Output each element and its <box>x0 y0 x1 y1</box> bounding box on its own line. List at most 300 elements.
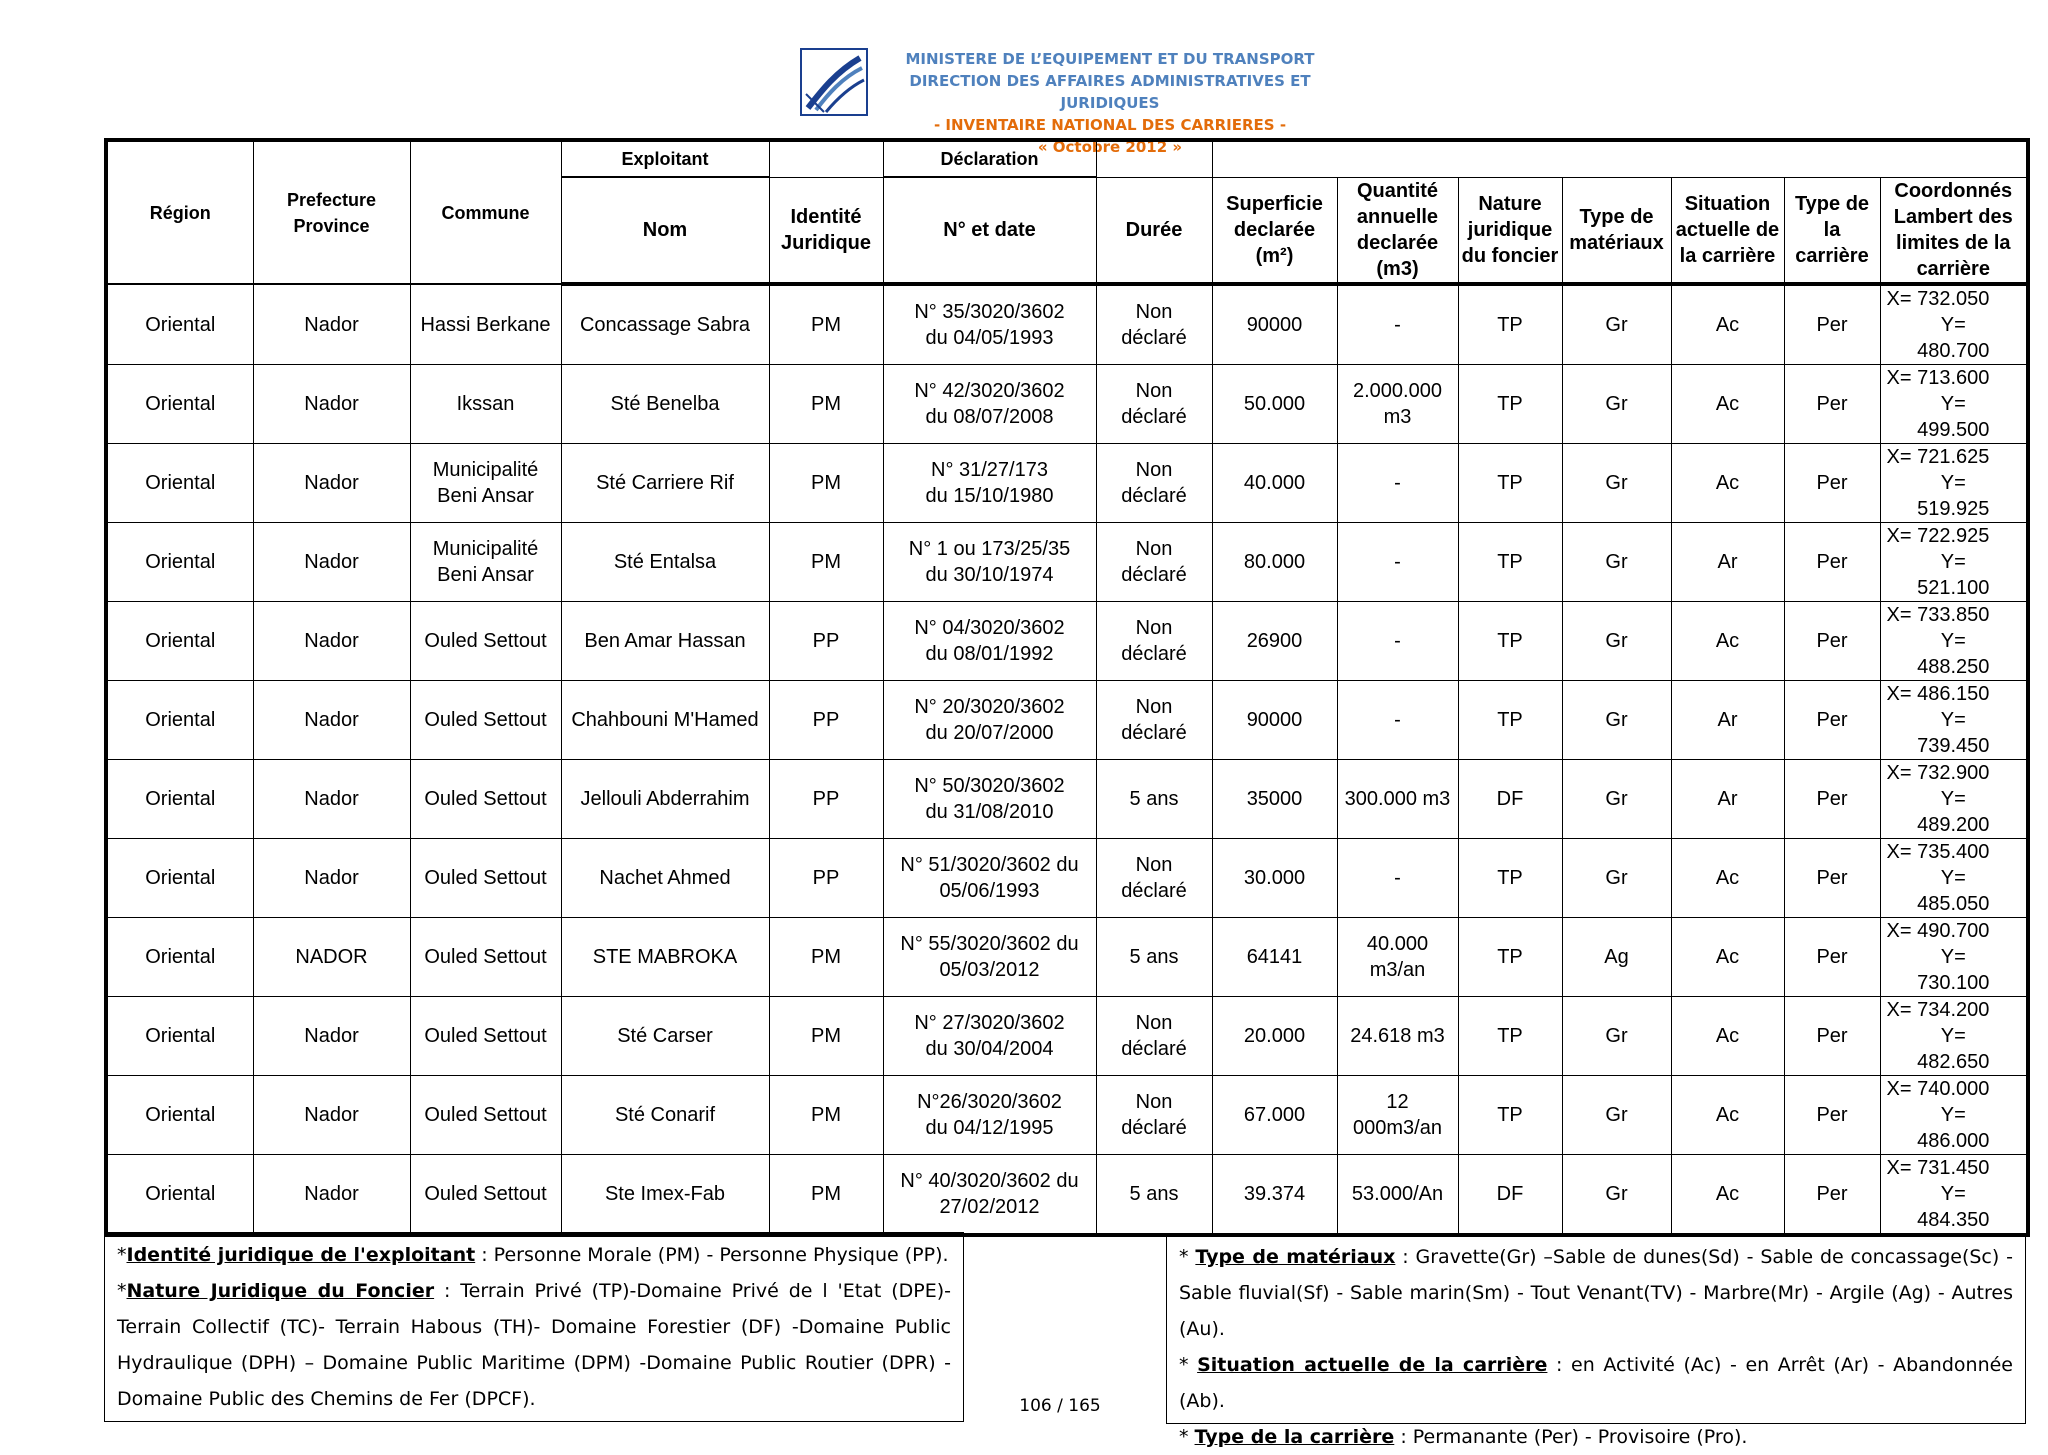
coord-y-label: Y= <box>1940 709 1966 731</box>
cell-type-carriere <box>1784 1076 1880 1155</box>
cell-situation <box>1671 1076 1784 1155</box>
cell-nature <box>1458 681 1562 760</box>
cell-commune-text: Municipalité Beni Ansar <box>432 538 539 586</box>
cell-situation <box>1671 523 1784 602</box>
cell-coordonnees <box>1880 602 2028 681</box>
cell-prefecture <box>253 760 410 839</box>
cell-region <box>106 365 253 444</box>
cell-identite <box>769 602 883 681</box>
cell-type-carriere <box>1784 1155 1880 1236</box>
cell-type-carriere <box>1784 523 1880 602</box>
cell-type-materiaux-text: Gr <box>1605 630 1628 652</box>
cell-type-materiaux-text: Ag <box>1604 946 1629 968</box>
table-row <box>106 681 2028 760</box>
cell-duree-text: déclaré <box>1121 406 1187 428</box>
cell-duree-text: Non <box>1135 538 1173 560</box>
cell-quantite-text: - <box>1394 551 1401 573</box>
ministry-logo-icon <box>800 48 868 116</box>
cell-situation-text: Ac <box>1715 1183 1740 1205</box>
cell-nature-text: TP <box>1497 314 1523 336</box>
cell-identite <box>769 284 883 365</box>
cell-type-carriere-text: Per <box>1816 946 1848 968</box>
cell-region <box>106 1076 253 1155</box>
cell-declaration-text: N° 40/3020/3602 du <box>900 1170 1079 1192</box>
cell-type-materiaux <box>1562 1155 1671 1236</box>
coord-x: X= 732.050 <box>1886 288 1990 310</box>
cell-quantite-text: 53.000/An <box>1351 1183 1444 1205</box>
cell-duree <box>1096 997 1212 1076</box>
cell-declaration-text: du 04/12/1995 <box>925 1117 1054 1139</box>
legend-type-materiaux-text: : Gravette(Gr) –Sable de dunes(Sd) - Sable de concassage(Sc) - Sable fluvial(Sf) - Sable marin(Sm) - Tout Venant(TV) - Marbre(Mr) - Argile (Ag) - Autres (Au). <box>1179 1246 2013 1340</box>
cell-nature <box>1458 523 1562 602</box>
cell-type-materiaux <box>1562 918 1671 997</box>
cell-prefecture <box>253 284 410 365</box>
cell-type-carriere-text: Per <box>1816 630 1848 652</box>
cell-identite <box>769 444 883 523</box>
cell-commune <box>410 760 561 839</box>
cell-declaration-text: 05/03/2012 <box>939 959 1040 981</box>
cell-type-materiaux-text: Gr <box>1605 472 1628 494</box>
cell-superficie-text: 90000 <box>1246 314 1303 336</box>
cell-situation <box>1671 365 1784 444</box>
cell-quantite-text: - <box>1394 314 1401 336</box>
cell-commune <box>410 997 561 1076</box>
cell-type-carriere <box>1784 839 1880 918</box>
col-superficie: Superficie declarée (m²) <box>1212 177 1337 284</box>
cell-nom <box>561 760 769 839</box>
group-blank <box>769 140 883 177</box>
cell-type-materiaux <box>1562 1076 1671 1155</box>
cell-commune <box>410 284 561 365</box>
cell-quantite-text: - <box>1394 472 1401 494</box>
cell-duree <box>1096 284 1212 365</box>
coord-y-value: 519.925 <box>1917 498 1990 520</box>
coord-y-label: Y= <box>1940 472 1966 494</box>
cell-quantite <box>1337 997 1458 1076</box>
cell-type-materiaux-text: Gr <box>1605 314 1628 336</box>
cell-region-text: Oriental <box>145 1104 216 1126</box>
col-commune: Commune <box>410 140 561 284</box>
cell-coordonnees <box>1880 997 2028 1076</box>
cell-nom-text: Ste Imex-Fab <box>604 1183 726 1205</box>
direction-name: DIRECTION DES AFFAIRES ADMINISTRATIVES ET JURIDIQUES <box>909 72 1311 112</box>
col-identite: Identité Juridique <box>769 177 883 284</box>
col-nature: Nature juridique du foncier <box>1458 177 1562 284</box>
cell-commune-text: Ouled Settout <box>424 788 547 810</box>
cell-type-materiaux-text: Gr <box>1605 551 1628 573</box>
cell-quantite <box>1337 602 1458 681</box>
cell-type-carriere <box>1784 918 1880 997</box>
cell-declaration <box>883 918 1096 997</box>
cell-coordonnees <box>1880 681 2028 760</box>
cell-nom <box>561 523 769 602</box>
table-row <box>106 523 2028 602</box>
cell-superficie <box>1212 1155 1337 1236</box>
cell-situation-text: Ac <box>1715 1104 1740 1126</box>
cell-region <box>106 444 253 523</box>
col-duree: Durée <box>1096 177 1212 284</box>
cell-type-carriere <box>1784 602 1880 681</box>
cell-nature <box>1458 1076 1562 1155</box>
cell-situation-text: Ac <box>1715 630 1740 652</box>
cell-situation <box>1671 444 1784 523</box>
cell-duree <box>1096 444 1212 523</box>
cell-declaration-text: N° 51/3020/3602 du <box>900 854 1079 876</box>
cell-situation <box>1671 284 1784 365</box>
cell-type-carriere-text: Per <box>1816 1104 1848 1126</box>
cell-duree-text: déclaré <box>1121 880 1187 902</box>
col-nom: Nom <box>561 177 769 284</box>
cell-declaration <box>883 602 1096 681</box>
cell-type-carriere-text: Per <box>1816 551 1848 573</box>
cell-superficie-text: 26900 <box>1246 630 1303 652</box>
cell-declaration-text: N° 31/27/173 <box>931 459 1048 481</box>
cell-declaration <box>883 1155 1096 1236</box>
cell-quantite-text: 300.000 m3 <box>1344 788 1451 810</box>
coord-x: X= 713.600 <box>1886 367 1990 389</box>
col-situation: Situation actuelle de la carrière <box>1671 177 1784 284</box>
cell-superficie <box>1212 760 1337 839</box>
cell-duree-text: Non <box>1135 301 1173 323</box>
inventory-title: - INVENTAIRE NATIONAL DES CARRIERES - <box>933 116 1287 134</box>
cell-declaration-text: du 08/07/2008 <box>925 406 1054 428</box>
cell-type-carriere-text: Per <box>1816 1183 1848 1205</box>
cell-commune-text: Ouled Settout <box>424 1104 547 1126</box>
cell-quantite-text: m3 <box>1383 406 1412 428</box>
cell-situation-text: Ac <box>1715 1025 1740 1047</box>
cell-situation-text: Ac <box>1715 867 1740 889</box>
cell-duree-text: déclaré <box>1121 643 1187 665</box>
cell-situation-text: Ac <box>1715 393 1740 415</box>
cell-identite-text: PM <box>811 472 841 494</box>
cell-type-materiaux-text: Gr <box>1605 867 1628 889</box>
cell-prefecture <box>253 918 410 997</box>
cell-identite-text: PM <box>811 393 841 415</box>
cell-commune <box>410 523 561 602</box>
legend-identite-text: : Personne Morale (PM) - Personne Physique (PP). <box>475 1244 949 1266</box>
cell-nature-text: TP <box>1497 946 1523 968</box>
cell-nom <box>561 284 769 365</box>
cell-coordonnees <box>1880 918 2028 997</box>
cell-nom-text: Ben Amar Hassan <box>584 630 746 652</box>
cell-declaration <box>883 997 1096 1076</box>
cell-region <box>106 523 253 602</box>
cell-type-carriere-text: Per <box>1816 472 1848 494</box>
cell-quantite-text: 000m3/an <box>1353 1117 1442 1139</box>
coord-y-value: 499.500 <box>1917 419 1990 441</box>
cell-nature-text: TP <box>1497 472 1523 494</box>
cell-nom-text: STE MABROKA <box>592 946 738 968</box>
cell-situation-text: Ar <box>1717 709 1738 731</box>
cell-commune <box>410 681 561 760</box>
legend-situation-text: : en Activité (Ac) - en Arrêt (Ar) - Abandonnée (Ab). <box>1179 1354 2013 1412</box>
cell-region <box>106 997 253 1076</box>
cell-nature <box>1458 839 1562 918</box>
cell-identite <box>769 760 883 839</box>
legend-nature-text: : Terrain Privé (TP)-Domaine Privé de l 'Etat (DPE)- Terrain Collectif (TC)- Terrain Habous (TH)- Domaine Forestier (DF) -Domaine Public Hydraulique (DPH) – Domaine Public Maritime (DPM) -Domaine Public Routier (DPR) - Domaine Public des Chemins de Fer (DPCF). <box>117 1280 952 1410</box>
cell-identite <box>769 523 883 602</box>
cell-prefecture-text: Nador <box>304 709 359 731</box>
cell-type-materiaux <box>1562 444 1671 523</box>
cell-quantite <box>1337 1155 1458 1236</box>
cell-nom-text: Sté Carser <box>617 1025 713 1047</box>
cell-quantite-text: 24.618 m3 <box>1350 1025 1445 1047</box>
cell-quantite <box>1337 365 1458 444</box>
coord-x: X= 486.150 <box>1886 683 1990 705</box>
cell-nature <box>1458 997 1562 1076</box>
cell-duree-text: déclaré <box>1121 327 1187 349</box>
quarry-inventory-table <box>104 138 2030 1237</box>
cell-nature <box>1458 365 1562 444</box>
cell-nature-text: TP <box>1497 1104 1523 1126</box>
cell-superficie-text: 30.000 <box>1243 867 1306 889</box>
cell-duree-text: Non <box>1135 380 1173 402</box>
cell-duree <box>1096 839 1212 918</box>
cell-identite <box>769 839 883 918</box>
coord-x: X= 732.900 <box>1886 762 1990 784</box>
cell-declaration-text: du 15/10/1980 <box>925 485 1054 507</box>
cell-situation-text: Ac <box>1715 946 1740 968</box>
cell-nature <box>1458 602 1562 681</box>
cell-region <box>106 918 253 997</box>
cell-type-materiaux <box>1562 523 1671 602</box>
cell-prefecture-text: Nador <box>304 867 359 889</box>
cell-commune-text: Ouled Settout <box>424 630 547 652</box>
cell-type-materiaux <box>1562 839 1671 918</box>
cell-declaration <box>883 365 1096 444</box>
cell-superficie-text: 50.000 <box>1243 393 1306 415</box>
legend-identite-label: Identité juridique de l'exploitant <box>126 1244 476 1266</box>
cell-superficie <box>1212 365 1337 444</box>
cell-type-carriere <box>1784 681 1880 760</box>
cell-prefecture <box>253 444 410 523</box>
cell-nature <box>1458 284 1562 365</box>
cell-duree-text: Non <box>1135 617 1173 639</box>
cell-type-carriere-text: Per <box>1816 788 1848 810</box>
cell-declaration <box>883 1076 1096 1155</box>
cell-identite-text: PP <box>812 788 840 810</box>
cell-superficie <box>1212 997 1337 1076</box>
cell-declaration-text: du 04/05/1993 <box>925 327 1054 349</box>
cell-declaration-text: N° 35/3020/3602 <box>914 301 1065 323</box>
cell-quantite <box>1337 444 1458 523</box>
col-no-date: N° et date <box>883 177 1096 284</box>
cell-region-text: Oriental <box>145 551 216 573</box>
cell-nom <box>561 444 769 523</box>
cell-identite <box>769 1155 883 1236</box>
cell-identite <box>769 365 883 444</box>
group-header-row <box>106 140 2028 177</box>
cell-duree-text: déclaré <box>1121 564 1187 586</box>
coord-x: X= 490.700 <box>1886 920 1990 942</box>
cell-type-carriere-text: Per <box>1816 314 1848 336</box>
coord-y-label: Y= <box>1940 1025 1966 1047</box>
coord-y-label: Y= <box>1940 1183 1966 1205</box>
cell-identite-text: PM <box>811 1104 841 1126</box>
table-row <box>106 839 2028 918</box>
coord-y-value: 484.350 <box>1917 1209 1990 1231</box>
cell-prefecture <box>253 523 410 602</box>
col-type-materiaux: Type de matériaux <box>1562 177 1671 284</box>
cell-region-text: Oriental <box>145 1183 216 1205</box>
group-exploitant: Exploitant <box>561 140 769 177</box>
cell-duree <box>1096 602 1212 681</box>
cell-nature <box>1458 760 1562 839</box>
cell-nature-text: TP <box>1497 867 1523 889</box>
cell-region <box>106 839 253 918</box>
cell-type-materiaux-text: Gr <box>1605 393 1628 415</box>
col-region: Région <box>106 140 253 284</box>
coord-x: X= 731.450 <box>1886 1157 1990 1179</box>
cell-duree <box>1096 365 1212 444</box>
cell-quantite <box>1337 918 1458 997</box>
cell-coordonnees <box>1880 365 2028 444</box>
cell-situation <box>1671 760 1784 839</box>
cell-nature <box>1458 1155 1562 1236</box>
cell-superficie <box>1212 602 1337 681</box>
group-blank <box>1212 140 2028 177</box>
coord-x: X= 735.400 <box>1886 841 1990 863</box>
coord-x: X= 733.850 <box>1886 604 1990 626</box>
cell-identite-text: PP <box>812 630 840 652</box>
coord-y-value: 489.200 <box>1917 814 1990 836</box>
table-row <box>106 284 2028 365</box>
coord-y-value: 730.100 <box>1917 972 1990 994</box>
cell-declaration-text: N° 27/3020/3602 <box>914 1012 1065 1034</box>
cell-quantite-text: m3/an <box>1369 959 1426 981</box>
cell-declaration-text: du 20/07/2000 <box>925 722 1054 744</box>
cell-identite-text: PP <box>812 867 840 889</box>
cell-type-materiaux <box>1562 602 1671 681</box>
table-row <box>106 602 2028 681</box>
coord-y-label: Y= <box>1940 551 1966 573</box>
group-blank <box>1096 140 1212 177</box>
cell-commune-text: Ouled Settout <box>424 1183 547 1205</box>
cell-region <box>106 1155 253 1236</box>
cell-superficie-text: 90000 <box>1246 709 1303 731</box>
cell-nom <box>561 681 769 760</box>
cell-region-text: Oriental <box>145 709 216 731</box>
cell-type-materiaux-text: Gr <box>1605 788 1628 810</box>
cell-nom <box>561 839 769 918</box>
cell-declaration-text: N° 42/3020/3602 <box>914 380 1065 402</box>
cell-declaration-text: du 08/01/1992 <box>925 643 1054 665</box>
cell-prefecture-text: Nador <box>304 1104 359 1126</box>
cell-declaration-text: du 30/10/1974 <box>925 564 1054 586</box>
cell-coordonnees <box>1880 760 2028 839</box>
cell-region-text: Oriental <box>145 393 216 415</box>
cell-nom-text: Nachet Ahmed <box>599 867 731 889</box>
coord-y-value: 485.050 <box>1917 893 1990 915</box>
cell-coordonnees <box>1880 444 2028 523</box>
cell-declaration <box>883 839 1096 918</box>
table-row <box>106 1076 2028 1155</box>
cell-commune-text: Ouled Settout <box>424 946 547 968</box>
cell-prefecture-text: Nador <box>304 313 359 336</box>
cell-prefecture <box>253 1155 410 1236</box>
coord-x: X= 734.200 <box>1886 999 1990 1021</box>
cell-declaration <box>883 681 1096 760</box>
table-row <box>106 760 2028 839</box>
cell-prefecture <box>253 997 410 1076</box>
legend-type-carriere-text: : Permanante (Per) - Provisoire (Pro). <box>1394 1426 1748 1448</box>
cell-situation <box>1671 602 1784 681</box>
cell-identite-text: PM <box>811 314 841 336</box>
cell-declaration-text: N° 50/3020/3602 <box>914 775 1065 797</box>
cell-quantite-text: - <box>1394 867 1401 889</box>
cell-identite-text: PM <box>811 1183 841 1205</box>
cell-superficie <box>1212 681 1337 760</box>
cell-quantite <box>1337 760 1458 839</box>
cell-region <box>106 602 253 681</box>
cell-prefecture <box>253 839 410 918</box>
cell-commune <box>410 365 561 444</box>
cell-type-carriere <box>1784 365 1880 444</box>
cell-nature <box>1458 444 1562 523</box>
cell-declaration-text: 05/06/1993 <box>939 880 1040 902</box>
coord-y-label: Y= <box>1940 393 1966 415</box>
cell-superficie <box>1212 918 1337 997</box>
cell-nom-text: Sté Carriere Rif <box>596 472 734 494</box>
cell-type-materiaux-text: Gr <box>1605 709 1628 731</box>
cell-duree <box>1096 523 1212 602</box>
coord-x: X= 740.000 <box>1886 1078 1990 1100</box>
cell-situation <box>1671 681 1784 760</box>
cell-prefecture-text: Nador <box>304 551 359 573</box>
table-row <box>106 997 2028 1076</box>
cell-coordonnees <box>1880 1076 2028 1155</box>
coord-y-label: Y= <box>1940 630 1966 652</box>
cell-type-carriere <box>1784 760 1880 839</box>
cell-commune <box>410 602 561 681</box>
cell-nom-text: Concassage Sabra <box>579 314 751 336</box>
col-prefecture: Prefecture Province <box>253 140 410 284</box>
cell-type-carriere <box>1784 997 1880 1076</box>
cell-region-text: Oriental <box>145 313 216 336</box>
cell-situation-text: Ac <box>1715 472 1740 494</box>
legend-nature-label: Nature Juridique du Foncier <box>126 1280 435 1302</box>
cell-duree-text: Non <box>1135 1012 1173 1034</box>
cell-commune-text: Ouled Settout <box>424 1025 547 1047</box>
cell-declaration-text: N° 1 ou 173/25/35 <box>908 538 1071 560</box>
cell-coordonnees <box>1880 1155 2028 1236</box>
cell-duree <box>1096 1155 1212 1236</box>
cell-quantite-text: 40.000 <box>1366 933 1429 955</box>
page-number: 106 / 165 <box>1019 1396 1101 1416</box>
cell-region-text: Oriental <box>145 867 216 889</box>
cell-quantite-text: - <box>1394 709 1401 731</box>
cell-type-materiaux-text: Gr <box>1605 1183 1628 1205</box>
cell-superficie-text: 67.000 <box>1243 1104 1306 1126</box>
cell-type-carriere-text: Per <box>1816 867 1848 889</box>
cell-commune-text: Municipalité Beni Ansar <box>432 459 539 507</box>
cell-nature-text: TP <box>1497 393 1523 415</box>
cell-situation-text: Ar <box>1717 788 1738 810</box>
cell-nom <box>561 918 769 997</box>
cell-nature <box>1458 918 1562 997</box>
cell-quantite <box>1337 523 1458 602</box>
cell-commune <box>410 1155 561 1236</box>
cell-declaration <box>883 760 1096 839</box>
cell-superficie-text: 64141 <box>1246 946 1303 968</box>
cell-commune-text: Ouled Settout <box>424 709 547 731</box>
cell-quantite-text: 12 <box>1386 1091 1409 1113</box>
coord-y-value: 488.250 <box>1917 656 1990 678</box>
cell-coordonnees <box>1880 284 2028 365</box>
col-type-carriere: Type de la carrière <box>1784 177 1880 284</box>
cell-identite-text: PM <box>811 946 841 968</box>
cell-quantite <box>1337 839 1458 918</box>
